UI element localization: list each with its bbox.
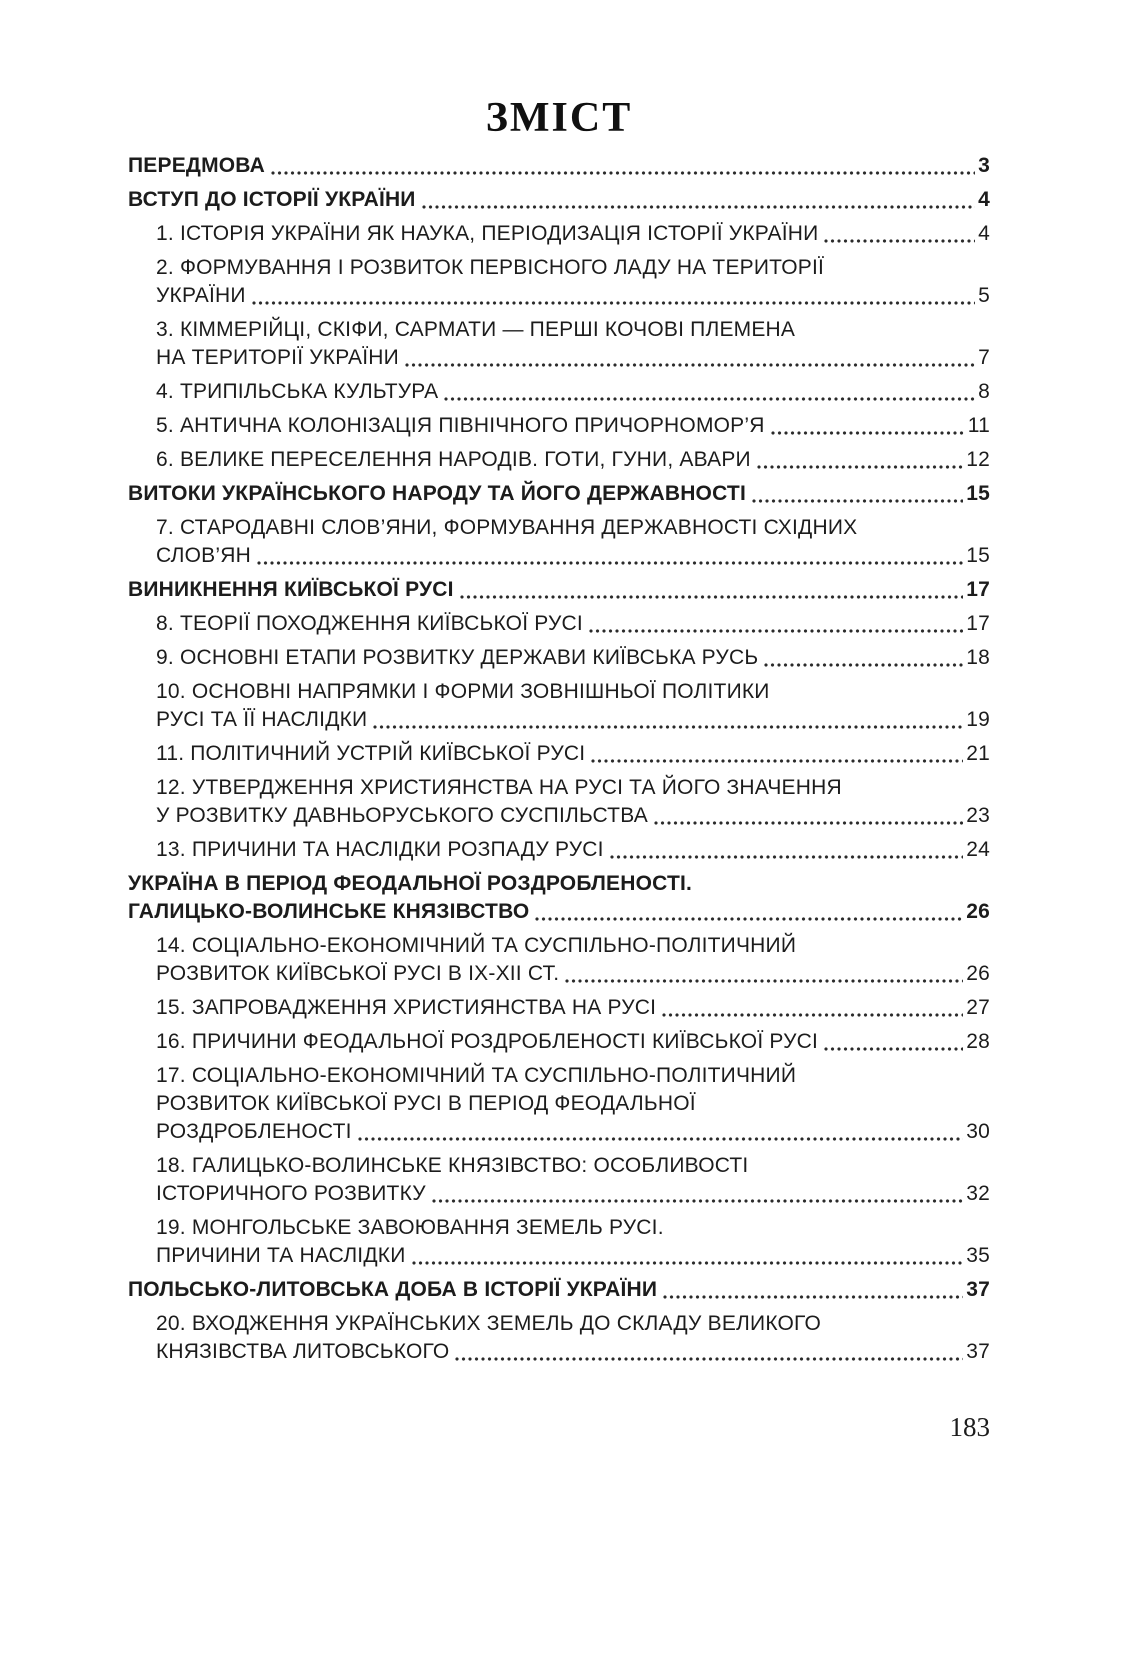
dot-leader <box>824 1047 963 1051</box>
dot-leader <box>757 465 963 469</box>
toc-entry-text: 20. ВХОДЖЕННЯ УКРАЇНСЬКИХ ЗЕМЕЛЬ ДО СКЛАДУ ВЕЛИКОГО <box>156 1312 821 1335</box>
toc-entry-section <box>128 378 990 406</box>
toc-entry-chapter <box>128 870 990 926</box>
dot-leader <box>535 917 963 921</box>
dot-leader <box>771 431 965 435</box>
toc-page-number: 30 <box>966 1120 990 1143</box>
toc-entry-text: РУСІ ТА ЇЇ НАСЛІДКИ <box>156 708 368 731</box>
toc-entry-text: 16. ПРИЧИНИ ФЕОДАЛЬНОЇ РОЗДРОБЛЕНОСТІ КИЇВСЬКОЇ РУСІ <box>156 1030 819 1053</box>
toc-entry-text: ГАЛИЦЬКО-ВОЛИНСЬКЕ КНЯЗІВСТВО <box>128 900 530 923</box>
toc-entry-text: У РОЗВИТКУ ДАВНЬОРУСЬКОГО СУСПІЛЬСТВА <box>156 804 648 827</box>
toc-entry-text: 2. ФОРМУВАННЯ І РОЗВИТОК ПЕРВІСНОГО ЛАДУ НА ТЕРИТОРІЇ <box>156 256 825 279</box>
dot-leader <box>252 301 975 305</box>
toc-entry-chapter <box>128 576 990 604</box>
toc-entry-text: ВИНИКНЕННЯ КИЇВСЬКОЇ РУСІ <box>128 578 454 601</box>
dot-leader <box>663 1295 963 1299</box>
toc-page-number: 11 <box>967 414 990 437</box>
toc-entry-text: 5. АНТИЧНА КОЛОНІЗАЦІЯ ПІВНІЧНОГО ПРИЧОРНОМОР’Я <box>156 414 765 437</box>
toc-entry-text: ІСТОРИЧНОГО РОЗВИТКУ <box>156 1182 426 1205</box>
toc-entry-text: 4. ТРИПІЛЬСЬКА КУЛЬТУРА <box>156 380 439 403</box>
dot-leader <box>373 725 963 729</box>
toc-page-number: 23 <box>966 804 990 827</box>
toc-page-number: 3 <box>978 154 990 177</box>
toc-entry-section <box>128 678 990 734</box>
toc-entry-chapter <box>128 1276 990 1304</box>
dot-leader <box>422 205 976 209</box>
toc-page-number: 8 <box>978 380 990 403</box>
dot-leader <box>824 239 975 243</box>
dot-leader <box>752 499 963 503</box>
toc-entry-section <box>128 254 990 310</box>
toc-entry-text: 11. ПОЛІТИЧНИЙ УСТРІЙ КИЇВСЬКОЇ РУСІ <box>156 742 586 765</box>
dot-leader <box>591 759 963 763</box>
toc-entry-text: ПЕРЕДМОВА <box>128 154 265 177</box>
toc-page-number: 27 <box>966 996 990 1019</box>
dot-leader <box>257 561 963 565</box>
toc-entry-chapter <box>128 152 990 180</box>
toc-entry-chapter <box>128 480 990 508</box>
toc-entry-text: РОЗВИТОК КИЇВСЬКОЇ РУСІ В ПЕРІОД ФЕОДАЛЬНОЇ <box>156 1092 696 1115</box>
toc-entry-text: 1. ІСТОРІЯ УКРАЇНИ ЯК НАУКА, ПЕРІОДИЗАЦІЯ ІСТОРІЇ УКРАЇНИ <box>156 222 819 245</box>
toc-page-number: 5 <box>978 284 990 307</box>
toc-page-number: 17 <box>966 578 990 601</box>
toc-page-number: 4 <box>978 188 990 211</box>
toc-entry-text: НА ТЕРИТОРІЇ УКРАЇНИ <box>156 346 399 369</box>
dot-leader <box>764 663 963 667</box>
toc-page-number: 12 <box>966 448 990 471</box>
toc-page-number: 4 <box>978 222 990 245</box>
toc-page-number: 26 <box>966 900 990 923</box>
dot-leader <box>455 1357 963 1361</box>
toc-entry-text: РОЗВИТОК КИЇВСЬКОЇ РУСІ В IX-XII СТ. <box>156 962 560 985</box>
toc-page-number: 15 <box>966 482 990 505</box>
toc-page-number: 37 <box>966 1340 990 1363</box>
toc-entry-section <box>128 836 990 864</box>
toc-entry-text: ПОЛЬСЬКО-ЛИТОВСЬКА ДОБА В ІСТОРІЇ УКРАЇНИ <box>128 1278 658 1301</box>
toc-page-number: 24 <box>966 838 990 861</box>
toc-entry-text: ВИТОКИ УКРАЇНСЬКОГО НАРОДУ ТА ЙОГО ДЕРЖАВНОСТІ <box>128 482 746 505</box>
toc-entry-section <box>128 412 990 440</box>
toc-entry-section <box>128 774 990 830</box>
dot-leader <box>589 629 963 633</box>
toc-entry-section <box>128 932 990 988</box>
dot-leader <box>412 1261 964 1265</box>
toc-page-number: 32 <box>966 1182 990 1205</box>
toc-entry-section <box>128 446 990 474</box>
toc-entry-text: ВСТУП ДО ІСТОРІЇ УКРАЇНИ <box>128 188 416 211</box>
toc-entry-text: УКРАЇНА В ПЕРІОД ФЕОДАЛЬНОЇ РОЗДРОБЛЕНОСТІ. <box>128 872 693 895</box>
toc-entry-text: 6. ВЕЛИКЕ ПЕРЕСЕЛЕННЯ НАРОДІВ. ГОТИ, ГУНИ, АВАРИ <box>156 448 751 471</box>
toc-page-number: 37 <box>966 1278 990 1301</box>
toc-entry-section <box>128 610 990 638</box>
toc-page-number: 28 <box>966 1030 990 1053</box>
toc-entry-section <box>128 1214 990 1270</box>
dot-leader <box>358 1137 964 1141</box>
toc-page-number: 35 <box>966 1244 990 1267</box>
toc-entry-text: 9. ОСНОВНІ ЕТАПИ РОЗВИТКУ ДЕРЖАВИ КИЇВСЬКА РУСЬ <box>156 646 759 669</box>
toc-entry-text: 15. ЗАПРОВАДЖЕННЯ ХРИСТИЯНСТВА НА РУСІ <box>156 996 657 1019</box>
dot-leader <box>662 1013 963 1017</box>
toc-entry-text: 7. СТАРОДАВНІ СЛОВ’ЯНИ, ФОРМУВАННЯ ДЕРЖАВНОСТІ СХІДНИХ <box>156 516 858 539</box>
toc-page-number: 26 <box>966 962 990 985</box>
toc-entry-text: 17. СОЦІАЛЬНО-ЕКОНОМІЧНИЙ ТА СУСПІЛЬНО-ПОЛІТИЧНИЙ <box>156 1064 797 1087</box>
toc-page-number: 15 <box>966 544 990 567</box>
toc-entry-section <box>128 1062 990 1146</box>
toc-page-number: 19 <box>966 708 990 731</box>
toc-entry-text: 19. МОНГОЛЬСЬКЕ ЗАВОЮВАННЯ ЗЕМЕЛЬ РУСІ. <box>156 1216 664 1239</box>
toc-entry-section <box>128 740 990 768</box>
toc-entry-text: 12. УТВЕРДЖЕННЯ ХРИСТИЯНСТВА НА РУСІ ТА ЙОГО ЗНАЧЕННЯ <box>156 776 842 799</box>
dot-leader <box>271 171 975 175</box>
dot-leader <box>654 821 963 825</box>
toc-entry-text: 10. ОСНОВНІ НАПРЯМКИ І ФОРМИ ЗОВНІШНЬОЇ ПОЛІТИКИ <box>156 680 770 703</box>
toc-entry-chapter <box>128 186 990 214</box>
toc-entry-text: 18. ГАЛИЦЬКО-ВОЛИНСЬКЕ КНЯЗІВСТВО: ОСОБЛИВОСТІ <box>156 1154 749 1177</box>
toc-entry-text: 3. КІММЕРІЙЦІ, СКІФИ, САРМАТИ — ПЕРШІ КОЧОВІ ПЛЕМЕНА <box>156 318 796 341</box>
dot-leader <box>405 363 975 367</box>
toc-entry-text: 8. ТЕОРІЇ ПОХОДЖЕННЯ КИЇВСЬКОЇ РУСІ <box>156 612 583 635</box>
dot-leader <box>432 1199 963 1203</box>
toc-entry-section <box>128 644 990 672</box>
dot-leader <box>565 979 963 983</box>
folio-page-number: 183 <box>949 1412 990 1442</box>
toc-entry-section <box>128 994 990 1022</box>
toc-page-number: 18 <box>966 646 990 669</box>
toc-entry-section <box>128 1152 990 1208</box>
toc-entry-section <box>128 1028 990 1056</box>
toc-entry-section <box>128 220 990 248</box>
toc-page-number: 17 <box>966 612 990 635</box>
toc-entry-section <box>128 316 990 372</box>
toc-entry-text: 13. ПРИЧИНИ ТА НАСЛІДКИ РОЗПАДУ РУСІ <box>156 838 604 861</box>
toc-entry-text: КНЯЗІВСТВА ЛИТОВСЬКОГО <box>156 1340 450 1363</box>
dot-leader <box>610 855 964 859</box>
page-title: ЗМІСТ <box>485 95 633 141</box>
toc-entry-text: ПРИЧИНИ ТА НАСЛІДКИ <box>156 1244 406 1267</box>
toc-page-number: 21 <box>966 742 990 765</box>
toc-entry-text: РОЗДРОБЛЕНОСТІ <box>156 1120 352 1143</box>
dot-leader <box>460 595 964 599</box>
toc-entry-section <box>128 514 990 570</box>
toc-list <box>128 152 990 1372</box>
dot-leader <box>444 397 975 401</box>
toc-entry-text: 14. СОЦІАЛЬНО-ЕКОНОМІЧНИЙ ТА СУСПІЛЬНО-ПОЛІТИЧНИЙ <box>156 934 797 957</box>
toc-page-number: 7 <box>978 346 990 369</box>
toc-entry-text: СЛОВ’ЯН <box>156 544 251 567</box>
toc-entry-text: УКРАЇНИ <box>156 284 246 307</box>
toc-entry-section <box>128 1310 990 1366</box>
